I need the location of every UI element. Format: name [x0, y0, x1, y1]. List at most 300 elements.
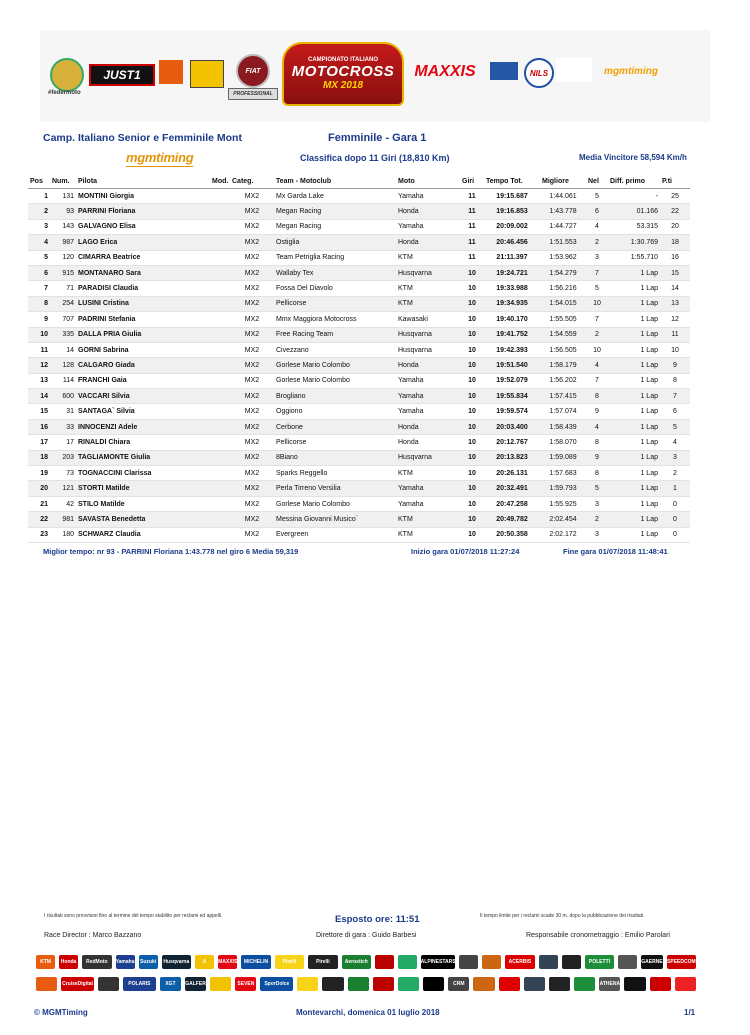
- gap-cell: 1 Lap: [608, 527, 660, 542]
- bike-cell: Yamaha: [396, 481, 460, 496]
- laps-cell: 11: [460, 189, 484, 204]
- position-cell: 2: [28, 204, 50, 219]
- best-lap-number-cell: 2: [586, 235, 608, 250]
- table-row: [28, 281, 690, 296]
- position-cell: 14: [28, 389, 50, 404]
- gap-cell: 1 Lap: [608, 450, 660, 465]
- sponsor-logo: [210, 977, 231, 991]
- position-cell: 8: [28, 296, 50, 311]
- bike-cell: Yamaha: [396, 389, 460, 404]
- best-lap-number-cell: 2: [586, 512, 608, 527]
- sponsor-logo: MICHELIN: [241, 955, 270, 969]
- team-cell: Gorlese Mario Colombo: [274, 373, 396, 388]
- total-time-cell: 19:34.935: [484, 296, 540, 311]
- total-time-cell: 19:40.170: [484, 312, 540, 327]
- mod-cell: [210, 450, 230, 465]
- table-row: [28, 312, 690, 327]
- sponsor-logo: Aerostich: [342, 955, 371, 969]
- team-cell: Megan Racing: [274, 219, 396, 234]
- gap-cell: 1 Lap: [608, 327, 660, 342]
- laps-cell: 10: [460, 466, 484, 481]
- laps-cell: 10: [460, 450, 484, 465]
- best-lap-cell: 1:58.439: [540, 419, 586, 434]
- table-row: [28, 235, 690, 250]
- table-row: [28, 189, 690, 204]
- rider-name-cell: MONTINI Giorgia: [76, 189, 210, 204]
- points-cell: 1: [660, 481, 690, 496]
- sponsor-logo: POLETTI: [585, 955, 614, 969]
- table-row: [28, 404, 690, 419]
- team-cell: Megan Racing: [274, 204, 396, 219]
- laps-cell: 11: [460, 235, 484, 250]
- points-cell: 25: [660, 189, 690, 204]
- points-cell: 0: [660, 512, 690, 527]
- number-cell: 600: [50, 389, 76, 404]
- points-cell: 3: [660, 450, 690, 465]
- gap-cell: 1 Lap: [608, 512, 660, 527]
- column-header: P.ti: [660, 174, 690, 189]
- best-lap-cell: 2:02.172: [540, 527, 586, 542]
- total-time-cell: 19:55.834: [484, 389, 540, 404]
- total-time-cell: 19:41.752: [484, 327, 540, 342]
- team-cell: Sparks Reggello: [274, 466, 396, 481]
- table-row: [28, 342, 690, 357]
- laps-cell: 10: [460, 496, 484, 511]
- winner-average-speed: Media Vincitore 58,594 Km/h: [579, 153, 687, 162]
- team-cell: Mmx Maggiora Motocross: [274, 312, 396, 327]
- bike-cell: Kawasaki: [396, 312, 460, 327]
- position-cell: 5: [28, 250, 50, 265]
- laps-cell: 10: [460, 389, 484, 404]
- best-lap-cell: 1:56.216: [540, 281, 586, 296]
- bike-cell: KTM: [396, 296, 460, 311]
- gap-cell: 1 Lap: [608, 389, 660, 404]
- rider-name-cell: INNOCENZI Adele: [76, 419, 210, 434]
- bike-cell: Honda: [396, 204, 460, 219]
- table-row: [28, 481, 690, 496]
- bike-cell: KTM: [396, 512, 460, 527]
- best-lap-cell: 1:44.727: [540, 219, 586, 234]
- race-title: Femminile - Gara 1: [328, 132, 427, 144]
- sponsor-logo: [539, 955, 558, 969]
- table-row: [28, 265, 690, 280]
- bike-cell: Honda: [396, 235, 460, 250]
- category-cell: MX2: [230, 250, 274, 265]
- nils-logo: NILS: [524, 58, 554, 88]
- sponsor-logo: GALFER: [185, 977, 206, 991]
- total-time-cell: 19:33.988: [484, 281, 540, 296]
- gap-cell: 1:55.710: [608, 250, 660, 265]
- table-row: [28, 358, 690, 373]
- total-time-cell: 20:46.456: [484, 235, 540, 250]
- table-row: [28, 496, 690, 511]
- best-lap-cell: 1:59.793: [540, 481, 586, 496]
- points-cell: 6: [660, 404, 690, 419]
- position-cell: 6: [28, 265, 50, 280]
- event-location-date: Montevarchi, domenica 01 luglio 2018: [296, 1008, 440, 1017]
- best-lap-cell: 1:56.505: [540, 342, 586, 357]
- table-row: [28, 250, 690, 265]
- gap-cell: 1:30.769: [608, 235, 660, 250]
- column-header: Giri: [460, 174, 484, 189]
- mod-cell: [210, 358, 230, 373]
- number-cell: 180: [50, 527, 76, 542]
- table-row: [28, 373, 690, 388]
- rider-name-cell: PARRINI Floriana: [76, 204, 210, 219]
- column-header: Nel: [586, 174, 608, 189]
- best-lap-number-cell: 10: [586, 342, 608, 357]
- best-lap-number-cell: 3: [586, 496, 608, 511]
- best-lap-number-cell: 8: [586, 435, 608, 450]
- table-row: [28, 327, 690, 342]
- number-cell: 128: [50, 358, 76, 373]
- total-time-cell: 20:03.400: [484, 419, 540, 434]
- mod-cell: [210, 281, 230, 296]
- mod-cell: [210, 265, 230, 280]
- rider-name-cell: PARADISI Claudia: [76, 281, 210, 296]
- team-cell: Cerbone: [274, 419, 396, 434]
- number-cell: 120: [50, 250, 76, 265]
- best-lap-cell: 1:51.553: [540, 235, 586, 250]
- category-cell: MX2: [230, 281, 274, 296]
- total-time-cell: 19:59.574: [484, 404, 540, 419]
- number-cell: 33: [50, 419, 76, 434]
- laps-cell: 10: [460, 281, 484, 296]
- points-cell: 22: [660, 204, 690, 219]
- position-cell: 19: [28, 466, 50, 481]
- position-cell: 4: [28, 235, 50, 250]
- number-cell: 14: [50, 342, 76, 357]
- points-cell: 14: [660, 281, 690, 296]
- sponsor-logo: [499, 977, 520, 991]
- position-cell: 17: [28, 435, 50, 450]
- sponsor-logo: [473, 977, 494, 991]
- position-cell: 16: [28, 419, 50, 434]
- category-cell: MX2: [230, 312, 274, 327]
- team-cell: Gorlese Mario Colombo: [274, 358, 396, 373]
- sponsor-logo: Pirelli: [275, 955, 304, 969]
- mx-logo-line: MX 2018: [322, 80, 364, 91]
- table-row: [28, 219, 690, 234]
- total-time-cell: 20:50.358: [484, 527, 540, 542]
- points-cell: 12: [660, 312, 690, 327]
- position-cell: 7: [28, 281, 50, 296]
- points-cell: 11: [660, 327, 690, 342]
- sponsor-logo: [348, 977, 369, 991]
- best-lap-number-cell: 7: [586, 312, 608, 327]
- bike-cell: KTM: [396, 527, 460, 542]
- fiat-professional-logo: PROFESSIONAL: [228, 88, 278, 100]
- sponsor-logo: [618, 955, 637, 969]
- total-time-cell: 19:52.079: [484, 373, 540, 388]
- laps-cell: 10: [460, 435, 484, 450]
- category-cell: MX2: [230, 296, 274, 311]
- points-cell: 10: [660, 342, 690, 357]
- gap-cell: 1 Lap: [608, 265, 660, 280]
- number-cell: 987: [50, 235, 76, 250]
- motocross-championship-logo: [282, 42, 404, 106]
- column-header: Tempo Tot.: [484, 174, 540, 189]
- laps-cell: 10: [460, 296, 484, 311]
- team-cell: Evergreen: [274, 527, 396, 542]
- sponsor-logo: Yamaha: [116, 955, 135, 969]
- gap-cell: 1 Lap: [608, 358, 660, 373]
- team-cell: 8Biano: [274, 450, 396, 465]
- total-time-cell: 19:15.687: [484, 189, 540, 204]
- laps-cell: 10: [460, 373, 484, 388]
- sponsor-logo: [322, 977, 343, 991]
- mgmtiming-header-logo: mgmtiming: [604, 65, 658, 77]
- number-cell: 17: [50, 435, 76, 450]
- total-time-cell: 20:32.491: [484, 481, 540, 496]
- points-cell: 20: [660, 219, 690, 234]
- bike-cell: Husqvarna: [396, 265, 460, 280]
- sponsor-logo: [556, 58, 592, 82]
- position-cell: 9: [28, 312, 50, 327]
- bike-cell: Husqvarna: [396, 342, 460, 357]
- sponsor-logo: [459, 955, 478, 969]
- sponsor-logo: [159, 60, 183, 84]
- timing-manager: Responsabile cronometraggio : Emilio Parolari: [526, 932, 670, 939]
- column-header: Team - Motoclub: [274, 174, 396, 189]
- mod-cell: [210, 250, 230, 265]
- category-cell: MX2: [230, 189, 274, 204]
- position-cell: 15: [28, 404, 50, 419]
- gap-cell: 1 Lap: [608, 404, 660, 419]
- mgmtiming-logo: mgmtiming: [126, 150, 194, 165]
- rider-name-cell: TOGNACCINI Clarissa: [76, 466, 210, 481]
- mod-cell: [210, 373, 230, 388]
- points-cell: 15: [660, 265, 690, 280]
- rider-name-cell: LUSINI Cristina: [76, 296, 210, 311]
- mod-cell: [210, 204, 230, 219]
- gap-cell: 1 Lap: [608, 342, 660, 357]
- rider-name-cell: STILO Matilde: [76, 496, 210, 511]
- number-cell: 203: [50, 450, 76, 465]
- sponsor-logo: Honda: [59, 955, 78, 969]
- sponsor-logo: XGT: [160, 977, 181, 991]
- category-cell: MX2: [230, 235, 274, 250]
- bike-cell: Honda: [396, 419, 460, 434]
- rider-name-cell: RINALDI Chiara: [76, 435, 210, 450]
- sponsor-logo: CRM: [448, 977, 469, 991]
- race-start-time: Inizio gara 01/07/2018 11:27:24: [411, 547, 520, 556]
- category-cell: MX2: [230, 219, 274, 234]
- page-number: 1/1: [684, 1008, 696, 1017]
- sponsor-logo: [375, 955, 394, 969]
- laps-cell: 11: [460, 250, 484, 265]
- category-cell: MX2: [230, 373, 274, 388]
- number-cell: 71: [50, 281, 76, 296]
- best-lap-number-cell: 8: [586, 466, 608, 481]
- gap-cell: 01.166: [608, 204, 660, 219]
- best-lap-number-cell: 2: [586, 327, 608, 342]
- laps-cell: 10: [460, 419, 484, 434]
- team-cell: Brogliano: [274, 389, 396, 404]
- race-end-time: Fine gara 01/07/2018 11:48:41: [563, 547, 668, 556]
- mod-cell: [210, 235, 230, 250]
- position-cell: 1: [28, 189, 50, 204]
- best-lap-cell: 1:53.962: [540, 250, 586, 265]
- mod-cell: [210, 342, 230, 357]
- federmoto-label: #federmoto: [48, 90, 81, 96]
- team-cell: Fossa Del Diavolo: [274, 281, 396, 296]
- best-lap-cell: 1:44.061: [540, 189, 586, 204]
- bike-cell: Yamaha: [396, 373, 460, 388]
- laps-cell: 10: [460, 327, 484, 342]
- category-cell: MX2: [230, 496, 274, 511]
- bike-cell: KTM: [396, 281, 460, 296]
- best-lap-cell: 1:57.074: [540, 404, 586, 419]
- sponsor-logo: [549, 977, 570, 991]
- rider-name-cell: LAGO Erica: [76, 235, 210, 250]
- table-row: [28, 419, 690, 434]
- position-cell: 22: [28, 512, 50, 527]
- sponsor-logo: Husqvarna: [162, 955, 191, 969]
- rider-name-cell: PADRINI Stefania: [76, 312, 210, 327]
- best-lap-cell: 1:54.015: [540, 296, 586, 311]
- mod-cell: [210, 496, 230, 511]
- mod-cell: [210, 296, 230, 311]
- team-cell: Civezzano: [274, 342, 396, 357]
- sponsor-logo: [650, 977, 671, 991]
- laps-cell: 10: [460, 312, 484, 327]
- column-header: Mod.: [210, 174, 230, 189]
- gap-cell: 1 Lap: [608, 435, 660, 450]
- gap-cell: 1 Lap: [608, 466, 660, 481]
- sponsor-logo: Suzuki: [139, 955, 158, 969]
- copyright: © MGMTiming: [34, 1008, 88, 1017]
- number-cell: 131: [50, 189, 76, 204]
- best-lap-number-cell: 7: [586, 373, 608, 388]
- table-row: [28, 204, 690, 219]
- points-cell: 4: [660, 435, 690, 450]
- points-cell: 16: [660, 250, 690, 265]
- race-clerk: Direttore di gara : Guido Barbesi: [316, 932, 417, 939]
- bike-cell: KTM: [396, 250, 460, 265]
- rider-name-cell: SAVASTA Benedetta: [76, 512, 210, 527]
- team-cell: Team Petriglia Racing: [274, 250, 396, 265]
- bike-cell: Honda: [396, 358, 460, 373]
- rider-name-cell: FRANCHI Gaia: [76, 373, 210, 388]
- gap-cell: 1 Lap: [608, 373, 660, 388]
- best-lap-cell: 1:54.279: [540, 265, 586, 280]
- race-director: Race Director : Marco Bazzano: [44, 932, 142, 939]
- sponsor-logo: SporDolce: [260, 977, 293, 991]
- table-row: [28, 389, 690, 404]
- sponsor-logo: [297, 977, 318, 991]
- position-cell: 3: [28, 219, 50, 234]
- column-header: Diff. primo: [608, 174, 660, 189]
- sponsor-logo: RedMoto: [82, 955, 111, 969]
- best-lap-cell: 1:57.683: [540, 466, 586, 481]
- sponsor-logo: [373, 977, 394, 991]
- team-cell: Free Racing Team: [274, 327, 396, 342]
- bike-cell: Husqvarna: [396, 450, 460, 465]
- sponsor-logo: MAXXIS: [218, 955, 237, 969]
- bike-cell: Yamaha: [396, 496, 460, 511]
- points-cell: 0: [660, 527, 690, 542]
- rider-name-cell: CIMARRA Beatrice: [76, 250, 210, 265]
- team-cell: Gorlese Mario Colombo: [274, 496, 396, 511]
- number-cell: 31: [50, 404, 76, 419]
- rider-name-cell: CALGARO Giada: [76, 358, 210, 373]
- total-time-cell: 21:11.397: [484, 250, 540, 265]
- position-cell: 10: [28, 327, 50, 342]
- sponsor-strip: [36, 955, 696, 971]
- sponsor-logo: KTM: [36, 955, 55, 969]
- team-cell: Messina Giovanni Musico`: [274, 512, 396, 527]
- bike-cell: KTM: [396, 466, 460, 481]
- points-cell: 0: [660, 496, 690, 511]
- provisional-results-note: I risultati sono provvisori fino al termine del tempo stabilito per reclami ed appelli.: [44, 913, 223, 919]
- bike-cell: Yamaha: [396, 189, 460, 204]
- sponsor-logo: SEVEN: [235, 977, 256, 991]
- gap-cell: 1 Lap: [608, 296, 660, 311]
- gap-cell: 1 Lap: [608, 312, 660, 327]
- number-cell: 915: [50, 265, 76, 280]
- team-cell: Perla Tirreno Versilia: [274, 481, 396, 496]
- position-cell: 23: [28, 527, 50, 542]
- laps-cell: 10: [460, 342, 484, 357]
- best-lap-number-cell: 4: [586, 358, 608, 373]
- maxxis-logo: MAXXIS: [414, 63, 476, 80]
- table-row: [28, 296, 690, 311]
- number-cell: 254: [50, 296, 76, 311]
- position-cell: 12: [28, 358, 50, 373]
- best-lap-number-cell: 9: [586, 404, 608, 419]
- sponsor-logo: [398, 955, 417, 969]
- total-time-cell: 20:12.767: [484, 435, 540, 450]
- best-lap-number-cell: 5: [586, 189, 608, 204]
- rider-name-cell: TAGLIAMONTE Giulia: [76, 450, 210, 465]
- rider-name-cell: VACCARI Silvia: [76, 389, 210, 404]
- mod-cell: [210, 512, 230, 527]
- best-lap-cell: 1:55.505: [540, 312, 586, 327]
- sponsor-logo: [574, 977, 595, 991]
- mod-cell: [210, 327, 230, 342]
- laps-cell: 10: [460, 358, 484, 373]
- category-cell: MX2: [230, 358, 274, 373]
- mx-logo-line: CAMPIONATO ITALIANO: [308, 57, 378, 63]
- table-row: [28, 466, 690, 481]
- mod-cell: [210, 527, 230, 542]
- bike-cell: Husqvarna: [396, 327, 460, 342]
- laps-cell: 10: [460, 265, 484, 280]
- team-cell: Wallaby Tex: [274, 265, 396, 280]
- best-lap-number-cell: 5: [586, 281, 608, 296]
- complaint-deadline-note: Il tempo limite per i reclami scade 30 m. dopo la pubblicazione dei risultati.: [480, 913, 645, 919]
- mod-cell: [210, 404, 230, 419]
- best-lap-cell: 1:59.089: [540, 450, 586, 465]
- points-cell: 2: [660, 466, 690, 481]
- points-cell: 13: [660, 296, 690, 311]
- sponsor-logo: [36, 977, 57, 991]
- mod-cell: [210, 419, 230, 434]
- sponsor-strip: [36, 977, 696, 993]
- sponsor-logo: [398, 977, 419, 991]
- sponsor-logo: [490, 62, 518, 80]
- mod-cell: [210, 466, 230, 481]
- table-row: [28, 450, 690, 465]
- category-cell: MX2: [230, 466, 274, 481]
- best-lap-number-cell: 3: [586, 250, 608, 265]
- position-cell: 20: [28, 481, 50, 496]
- classification-subtitle: Classifica dopo 11 Giri (18,810 Km): [300, 153, 450, 163]
- team-cell: Oggiono: [274, 404, 396, 419]
- total-time-cell: 20:13.823: [484, 450, 540, 465]
- rider-name-cell: SANTAGA` Silvia: [76, 404, 210, 419]
